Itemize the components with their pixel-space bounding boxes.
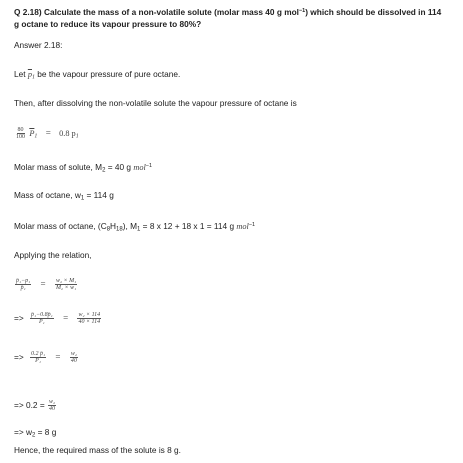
molar-solute-unit-sup: −1: [145, 163, 153, 169]
intro-after: be the vapour pressure of pure octane.: [35, 69, 181, 79]
rel1-right-num: w₂ × M₁: [55, 277, 77, 284]
answer-label: Answer 2.18:: [14, 40, 63, 50]
molar-solute-unit: mol: [133, 163, 146, 172]
rel1-left-num: p̄₁−p₁: [16, 277, 31, 284]
rel4-fraction: [48, 399, 56, 413]
rel2-arrow: =>: [14, 313, 24, 323]
mass-octane-value: = 114 g: [84, 190, 114, 200]
intro-before: Let: [14, 69, 28, 79]
eq1-lhs: $\overline{P}$: [29, 129, 35, 138]
result-sub: 2: [32, 432, 36, 439]
rel3-right-den: 40: [70, 358, 77, 365]
molar-solute-value: = 40 g: [105, 162, 134, 172]
rel4-den: 40: [49, 406, 56, 413]
intro-symbol: $\overline{p}$: [27, 70, 32, 79]
eq1-frac-den: 100: [16, 134, 25, 141]
rel3-equals: =: [55, 352, 61, 362]
rel1-right-den: M₂ × w₁: [55, 285, 77, 292]
molar-mass-octane-line: [14, 220, 255, 236]
rel4-text: => 0.2 =: [14, 400, 45, 410]
intro-line: [14, 69, 180, 84]
applying-line: Applying the relation,: [14, 250, 92, 260]
rel4-num: w₂: [49, 398, 56, 405]
molar-solute-text: Molar mass of solute, M: [14, 162, 103, 172]
rel2-right-den: 40 × 114: [78, 319, 101, 326]
molar-octane-h-sub: 18: [116, 226, 123, 233]
rel1-equals: =: [40, 279, 46, 289]
result-line: [14, 427, 56, 442]
mass-octane-text: Mass of octane, w: [14, 190, 81, 200]
result-value: = 8 g: [35, 427, 57, 437]
mass-octane-line: [14, 190, 114, 205]
rel2-left-num: p̄₁−0.8p̄₁: [31, 311, 53, 318]
result-text: => w: [14, 427, 32, 437]
molar-octane-c-sub: 8: [106, 226, 111, 233]
rel3-right-fraction: [70, 351, 78, 365]
molar-octane-h: H: [110, 221, 117, 231]
relation-1: [14, 274, 78, 294]
rel3-left-fraction: [30, 351, 46, 365]
eq1-lhs-sub: 1: [34, 133, 38, 140]
molar-octane-value: = 8 x 12 + 18 x 1 = 114 g: [140, 221, 237, 231]
rel1-right-fraction: [55, 278, 77, 292]
molar-octane-unit: mol: [236, 222, 249, 231]
molar-mass-solute-line: [14, 161, 152, 177]
relation-4: [14, 397, 57, 413]
molar-octane-text: Molar mass of octane, (C: [14, 221, 107, 231]
conclusion-line: Hence, the required mass of the solute is 8 g.: [14, 445, 181, 455]
rel1-left-fraction: [15, 278, 31, 292]
relation-3: [14, 347, 79, 367]
rel3-arrow: =>: [14, 352, 24, 362]
rel1-left-den: p̄₁: [20, 285, 26, 292]
rel2-right-fraction: [77, 312, 101, 326]
rel3-right-num: w₂: [70, 350, 77, 357]
mass-octane-sub: 1: [80, 195, 85, 202]
eq1-fraction: [15, 127, 26, 141]
question-line-1-end: ) which should be dissolved in 114: [305, 7, 442, 17]
relation-2: [14, 308, 102, 328]
intro-symbol-sub: 1: [32, 74, 35, 81]
question-text: [14, 6, 454, 30]
molar-octane-unit-sup: −1: [248, 222, 256, 228]
question-superscript: −1: [298, 8, 306, 14]
equation-1: [14, 124, 79, 146]
molar-solute-sub: 2: [102, 167, 106, 174]
eq1-rhs: 0.8 p: [59, 129, 76, 138]
rel3-left-den: P̄₁: [35, 358, 41, 365]
eq1-frac-num: 80: [17, 126, 24, 133]
rel2-equals: =: [63, 313, 69, 323]
then-line: Then, after dissolving the non-volatile solute the vapour pressure of octane is: [14, 98, 297, 108]
question-line-1: Q 2.18) Calculate the mass of a non-volatile solute (molar mass 40 g mol: [14, 7, 299, 17]
eq1-equals: =: [45, 128, 51, 138]
molar-octane-rest: ), M: [122, 221, 138, 231]
question-line-2: g octane to reduce its vapour pressure to 80%?: [14, 18, 202, 29]
rel3-left-num: 0.2 p̄₁: [31, 350, 46, 357]
rel2-left-den: P̄₁: [39, 319, 45, 326]
molar-octane-m-sub: 1: [137, 226, 141, 233]
rel2-right-num: w₂ × 114: [78, 311, 101, 318]
rel2-left-fraction: [30, 312, 54, 326]
eq1-rhs-sub: 1: [75, 133, 79, 140]
